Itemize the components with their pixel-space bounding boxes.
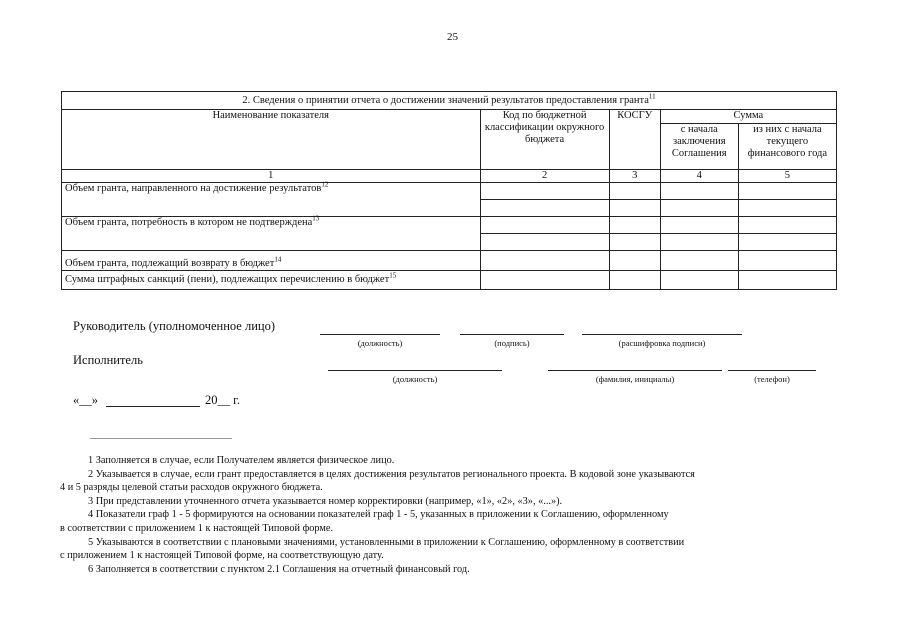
grant-report-table <box>61 91 837 290</box>
table-cell <box>609 271 660 290</box>
executor-position-caption: (должность) <box>392 374 438 384</box>
footnote-4-cont: в соответствии с приложением 1 к настоящей Типовой форме. <box>60 522 334 534</box>
footnote-5-cont: с приложением 1 к настоящей Типовой форме, на соответствующую дату. <box>60 550 384 562</box>
executor-label: Исполнитель <box>73 353 143 367</box>
table-cell <box>660 200 738 217</box>
table-cell <box>480 217 609 234</box>
head-position-caption: (должность) <box>357 338 403 348</box>
table-row-label: Сумма штрафных санкций (пени), подлежащих перечислению в бюджет$^{15}$ <box>62 271 481 290</box>
date-month-line[interactable] <box>106 406 200 407</box>
table-row-label: Объем гранта, направленного на достижение результатов$^{12}$ <box>62 183 481 217</box>
table-cell <box>660 183 738 200</box>
header-indicator: Наименование показателя <box>62 110 481 170</box>
table-cell <box>480 251 609 271</box>
head-signature-line[interactable] <box>460 334 564 335</box>
table-cell <box>738 251 836 271</box>
date-year: 20__ г. <box>205 393 240 407</box>
column-number: 1 <box>62 170 481 183</box>
footnote-3: 3 При представлении уточненного отчета указывается номер корректировки (например, «1», «2», «3», «...»). <box>88 495 563 507</box>
table-title <box>62 92 837 110</box>
footnote-6: 6 Заполняется в соответствии с пунктом 2.1 Соглашения на отчетный финансовый год. <box>88 563 470 575</box>
table-cell <box>660 271 738 290</box>
header-kosgu: КОСГУ <box>609 110 660 170</box>
table-cell <box>609 234 660 251</box>
table-cell <box>480 271 609 290</box>
head-position-line[interactable] <box>320 334 440 335</box>
executor-phone-caption: (телефон) <box>754 374 790 384</box>
table-cell <box>609 183 660 200</box>
footnotes <box>60 454 848 576</box>
table-cell <box>738 200 836 217</box>
page-number: 25 <box>447 31 458 43</box>
footnote-5: 5 Указываются в соответствии с плановыми значениями, установленными в приложении к Соглашению, оформленному в соответствии <box>88 536 685 548</box>
table-cell <box>480 234 609 251</box>
executor-name-line[interactable] <box>548 370 722 371</box>
table-row-label: Объем гранта, подлежащий возврату в бюджет$^{14}$ <box>62 251 481 271</box>
table-cell <box>609 251 660 271</box>
table-cell <box>738 217 836 234</box>
table-cell <box>738 183 836 200</box>
header-sum-current-year: из них с начала текущего финансового года <box>738 124 836 170</box>
header-sum: Сумма <box>660 110 836 124</box>
table-cell <box>660 217 738 234</box>
footnote-2-cont: 4 и 5 разряды целевой статьи расходов окружного бюджета. <box>60 482 323 494</box>
table-row-label: Объем гранта, потребность в котором не подтверждена$^{13}$ <box>62 217 481 251</box>
table-cell <box>738 271 836 290</box>
header-sum-from-start: с начала заключения Соглашения <box>660 124 738 170</box>
table-cell <box>609 217 660 234</box>
table-cell <box>738 234 836 251</box>
head-name-line[interactable] <box>582 334 742 335</box>
column-number: 3 <box>609 170 660 183</box>
column-number: 4 <box>660 170 738 183</box>
footnote-2: 2 Указывается в случае, если грант предоставляется в целях достижения результатов регионального проекта. В кодовой зоне указываются <box>88 468 695 480</box>
executor-name-caption: (фамилия, инициалы) <box>595 374 675 384</box>
column-number: 5 <box>738 170 836 183</box>
header-kbk: Код по бюджетной классификации окружного бюджета <box>480 110 609 170</box>
table-cell <box>660 251 738 271</box>
table-cell <box>660 234 738 251</box>
head-label: Руководитель (уполномоченное лицо) <box>73 319 276 333</box>
footnote-1: 1 Заполняется в случае, если Получателем является физическое лицо. <box>88 455 395 466</box>
column-number: 2 <box>480 170 609 183</box>
head-signature-caption: (подпись) <box>494 338 530 348</box>
table-cell <box>480 183 609 200</box>
executor-phone-line[interactable] <box>728 370 816 371</box>
footnote-4: 4 Показатели граф 1 - 5 формируются на основании показателей граф 1 - 5, указанных в приложении к Соглашению, оформленному <box>88 509 669 521</box>
footnote-separator <box>90 438 232 439</box>
table-title-note: 11 <box>648 92 656 100</box>
head-name-caption: (расшифровка подписи) <box>618 338 706 348</box>
table-cell <box>480 200 609 217</box>
executor-position-line[interactable] <box>328 370 502 371</box>
date-day: «__» <box>73 393 98 407</box>
table-cell <box>609 200 660 217</box>
table-title-text: 2. Сведения о принятии отчета о достижении значений результатов предоставления гранта <box>242 94 649 106</box>
